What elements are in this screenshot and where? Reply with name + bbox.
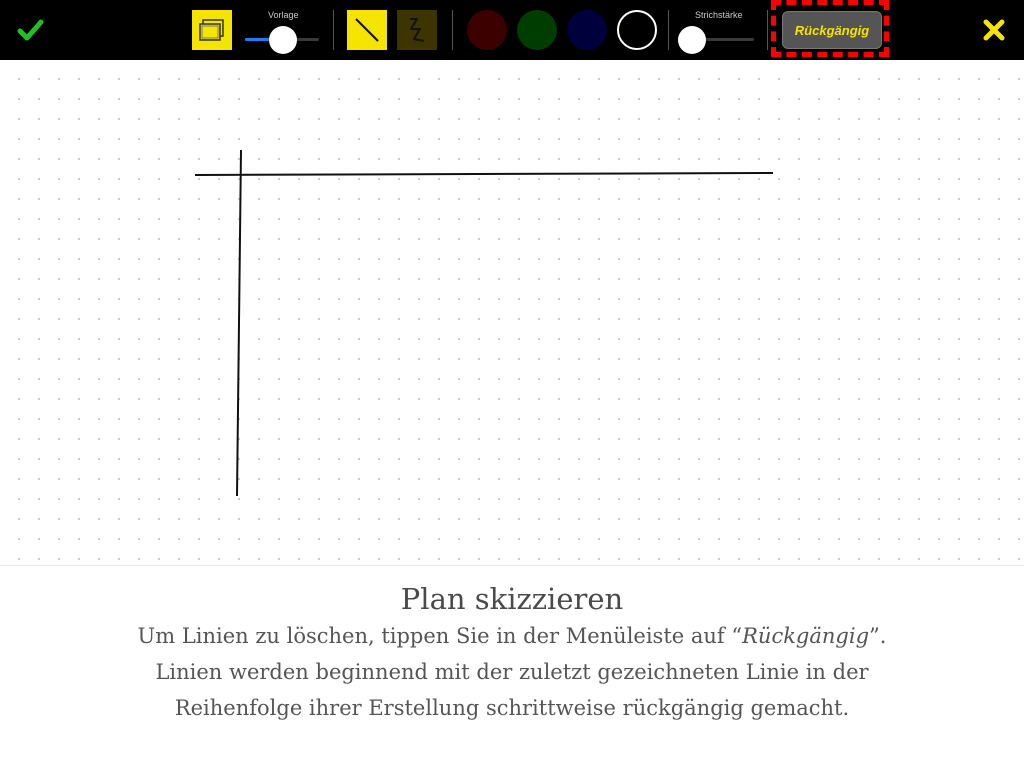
instruction-line-3: Reihenfolge ihrer Erstellung schrittweise rückgängig gemacht. xyxy=(174,696,850,720)
close-button[interactable] xyxy=(978,14,1010,46)
toolbar xyxy=(0,0,1024,60)
sketch-line-horizontal xyxy=(195,173,773,175)
toolbar-divider xyxy=(333,10,334,50)
instruction-text: Um Linien zu löschen, tippen Sie in der Menüleiste auf “ xyxy=(137,624,743,648)
instruction-line-2: Linien werden beginnend mit der zuletzt gezeichneten Linie in der xyxy=(155,660,869,684)
toolbar-divider xyxy=(668,10,669,50)
freehand-icon xyxy=(402,15,432,45)
instruction-text: ”. xyxy=(869,624,887,648)
color-swatch-dark-red[interactable] xyxy=(467,10,507,50)
template-slider-label: Vorlage xyxy=(268,10,299,20)
layers-icon xyxy=(197,17,227,43)
stroke-slider-knob[interactable] xyxy=(678,26,706,54)
undo-highlight-frame xyxy=(771,0,889,57)
sketch-lines xyxy=(0,60,1024,565)
stroke-slider-label: Strichstärke xyxy=(695,10,743,20)
checkmark-icon xyxy=(14,14,46,46)
instruction-emphasis: Rückgängig xyxy=(742,624,870,648)
sketch-line-vertical xyxy=(237,150,241,496)
color-swatch-dark-green[interactable] xyxy=(517,10,557,50)
instruction-panel xyxy=(0,565,1024,769)
undo-button[interactable]: Rückgängig xyxy=(782,11,882,49)
instruction-line-1 xyxy=(0,618,1024,654)
drawing-canvas[interactable] xyxy=(0,60,1024,565)
straight-line-tool[interactable] xyxy=(347,10,387,50)
instruction-title: Plan skizzieren xyxy=(400,582,624,616)
close-x-icon xyxy=(978,14,1010,46)
template-button[interactable] xyxy=(192,10,232,50)
toolbar-divider xyxy=(767,10,768,50)
color-swatch-black[interactable] xyxy=(617,10,657,50)
confirm-button[interactable] xyxy=(14,14,46,46)
straight-line-icon xyxy=(352,15,382,45)
color-swatch-dark-blue[interactable] xyxy=(567,10,607,50)
freehand-tool[interactable] xyxy=(397,10,437,50)
template-slider-knob[interactable] xyxy=(269,26,297,54)
toolbar-divider xyxy=(452,10,453,50)
